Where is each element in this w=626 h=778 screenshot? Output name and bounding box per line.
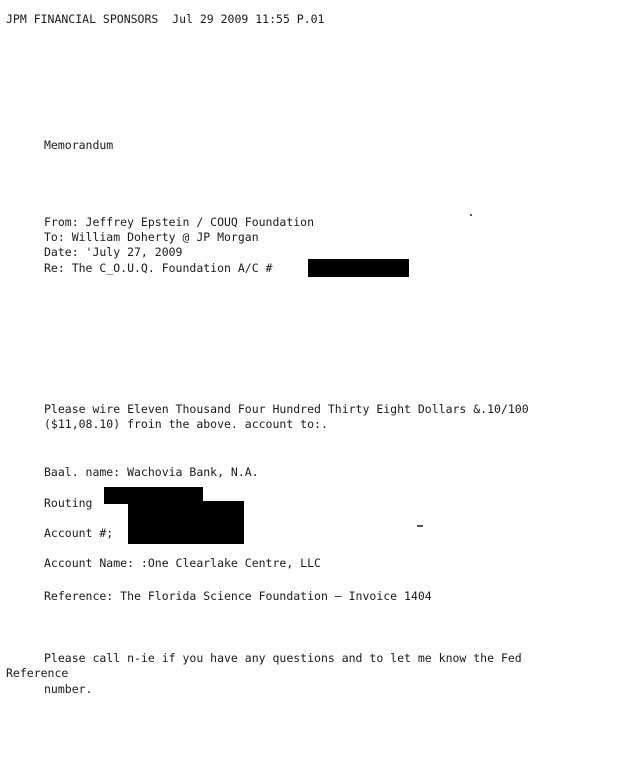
memo-re: Re: The C_O.U.Q. Foundation A/C #	[44, 261, 273, 275]
fax-header: JPM FINANCIAL SPONSORS Jul 29 2009 11:55 P.01	[6, 12, 325, 26]
redaction-account-number	[308, 259, 409, 277]
redaction-routing-account	[128, 501, 244, 544]
speck-mark	[470, 214, 472, 216]
reference: Reference: The Florida Science Foundation — Invoice 1404	[44, 589, 432, 603]
closing-line-3: number.	[44, 682, 93, 696]
wire-instruction-line-1: Please wire Eleven Thousand Four Hundred Thirty Eight Dollars &.10/100	[44, 402, 529, 416]
memo-from: From: Jeffrey Epstein / COUQ Foundation	[44, 215, 315, 229]
closing-line-1: Please call n-ie if you have any questions and to let me know the Fed	[44, 651, 522, 665]
dash-mark	[417, 525, 423, 527]
memo-title: Memorandum	[44, 138, 114, 152]
memo-to: To: William Doherty @ JP Morgan	[44, 230, 259, 244]
account-name: Account Name: :One Clearlake Centre, LLC	[44, 556, 321, 570]
routing-label: Routing	[44, 496, 93, 510]
bank-name: Baal. name: Wachovia Bank, N.A.	[44, 465, 259, 479]
account-label: Account #;	[44, 526, 114, 540]
wire-instruction-line-2: ($11,08.10) froin the above. account to:.	[44, 417, 328, 431]
memo-date: Date: 'July 27, 2009	[44, 245, 183, 259]
closing-line-2: Reference	[6, 666, 69, 680]
